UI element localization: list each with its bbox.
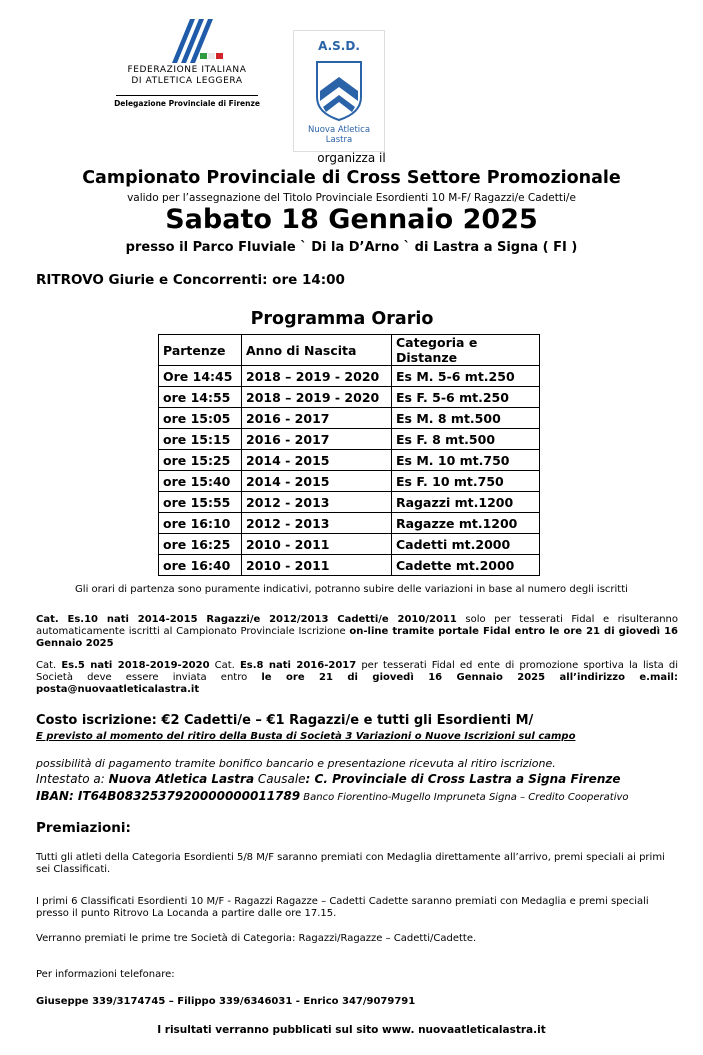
iban-line: IBAN: IT64B0832537920000000011789 Banco Fiorentino-Mugello Impruneta Signa – Credito Cooperativo	[36, 789, 629, 803]
valido-text: valido per l’assegnazione del Titolo Provinciale Esordienti 10 M-F/ Ragazzi/e Cadetti/e	[127, 192, 576, 204]
fidal-stripes-icon	[172, 19, 224, 63]
asd-logo	[293, 30, 385, 152]
table-row	[159, 387, 540, 408]
table-cell: 2010 - 2011	[242, 555, 392, 576]
table-cell: ore 15:25	[159, 450, 242, 471]
table-cell: ore 14:55	[159, 387, 242, 408]
shield-icon	[316, 61, 362, 121]
costo-title: Costo iscrizione: €2 Cadetti/e – €1 Ragazzi/e e tutti gli Esordienti M/	[36, 713, 534, 728]
event-date: Sabato 18 Gennaio 2025	[165, 204, 538, 235]
table-row	[159, 492, 540, 513]
table-cell: ore 15:05	[159, 408, 242, 429]
table-cell: ore 15:40	[159, 471, 242, 492]
results-text: I risultati verranno pubblicati sul sito www. nuovaatleticalastra.it	[157, 1024, 546, 1036]
phone-numbers: Giuseppe 339/3174745 – Filippo 339/6346031 - Enrico 347/9079791	[36, 996, 416, 1007]
championship-title: Campionato Provinciale di Cross Settore Promozionale	[82, 168, 621, 188]
table-cell: 2010 - 2011	[242, 534, 392, 555]
event-location: presso il Parco Fluviale ` Di la D’Arno ` di Lastra a Signa ( FI )	[125, 240, 578, 255]
table-cell: 2014 - 2015	[242, 471, 392, 492]
premiazioni-paragraph-2: I primi 6 Classificati Esordienti 10 M/F - Ragazzi Ragazze – Cadetti Cadette saranno premiati con Medaglia e premi speciali presso il punto Ritrovo La Locanda a partire dalle ore 17.15.	[36, 896, 649, 919]
table-cell: ore 16:25	[159, 534, 242, 555]
table-cell: 2014 - 2015	[242, 450, 392, 471]
header-anno: Anno di Nascita	[242, 335, 392, 366]
table-cell: ore 16:40	[159, 555, 242, 576]
fidal-delegation: Delegazione Provinciale di Firenze	[114, 99, 260, 108]
ritrovo-text: RITROVO Giurie e Concorrenti: ore 14:00	[36, 272, 345, 288]
schedule-table	[158, 334, 540, 576]
table-cell: Es M. 5-6 mt.250	[392, 366, 540, 387]
table-header-row	[159, 335, 540, 366]
payment-text: possibilità di pagamento tramite bonifico bancario e presentazione ricevuta al ritiro iscrizione.	[36, 757, 556, 770]
table-cell: Ore 14:45	[159, 366, 242, 387]
table-cell: 2012 - 2013	[242, 492, 392, 513]
table-row	[159, 366, 540, 387]
asd-club-name: Nuova Atletica Lastra	[307, 125, 371, 145]
table-cell: Ragazze mt.1200	[392, 513, 540, 534]
table-row	[159, 429, 540, 450]
table-cell: Es F. 10 mt.750	[392, 471, 540, 492]
asd-title: A.S.D.	[318, 39, 360, 53]
table-cell: Ragazzi mt.1200	[392, 492, 540, 513]
premiazioni-title: Premiazioni:	[36, 820, 131, 836]
table-cell: 2012 - 2013	[242, 513, 392, 534]
fidal-name: FEDERAZIONE ITALIANA DI ATLETICA LEGGERA	[127, 65, 247, 86]
table-cell: ore 15:55	[159, 492, 242, 513]
costo-subtitle: E previsto al momento del ritiro della Busta di Società 3 Variazioni o Nuove Iscrizioni sul campo	[36, 731, 576, 742]
fidal-logo	[112, 15, 262, 115]
intestato-line: Intestato a: Nuova Atletica Lastra Causale: C. Provinciale di Cross Lastra a Signa Firenze	[36, 772, 621, 786]
programma-title: Programma Orario	[250, 309, 434, 329]
table-cell: 2016 - 2017	[242, 429, 392, 450]
iscrizioni-paragraph-2: Cat. Es.5 nati 2018-2019-2020 Cat. Es.8 nati 2016-2017 per tesserati Fidal ed ente di promozione sportiva la lista di Società deve essere inviata entro le ore 21 di giovedì 16 Gennaio 2025 all’indirizzo e.mail: posta@nuovaatleticalastra.it	[36, 660, 679, 695]
table-cell: 2018 – 2019 - 2020	[242, 366, 392, 387]
table-cell: 2018 – 2019 - 2020	[242, 387, 392, 408]
table-cell: Cadette mt.2000	[392, 555, 540, 576]
table-row	[159, 513, 540, 534]
table-row	[159, 534, 540, 555]
table-cell: Es F. 8 mt.500	[392, 429, 540, 450]
table-cell: Es M. 10 mt.750	[392, 450, 540, 471]
table-cell: Es M. 8 mt.500	[392, 408, 540, 429]
table-cell: 2016 - 2017	[242, 408, 392, 429]
fidal-divider	[116, 95, 258, 96]
organizza-text: organizza il	[317, 151, 386, 165]
table-row	[159, 471, 540, 492]
premiazioni-paragraph-1: Tutti gli atleti della Categoria Esordienti 5/8 M/F saranno premiati con Medaglia direttamente all’arrivo, premi speciali ai primi sei Classificati.	[36, 852, 665, 875]
table-row	[159, 408, 540, 429]
table-cell: ore 15:15	[159, 429, 242, 450]
table-cell: Cadetti mt.2000	[392, 534, 540, 555]
table-cell: ore 16:10	[159, 513, 242, 534]
table-cell: Es F. 5-6 mt.250	[392, 387, 540, 408]
table-row	[159, 450, 540, 471]
premiazioni-paragraph-3: Verranno premiati le prime tre Società di Categoria: Ragazzi/Ragazze – Cadetti/Cadette.	[36, 933, 477, 944]
info-text: Per informazioni telefonare:	[36, 969, 175, 980]
header-partenze: Partenze	[159, 335, 242, 366]
header-categoria: Categoria e Distanze	[392, 335, 540, 366]
table-row	[159, 555, 540, 576]
schedule-note: Gli orari di partenza sono puramente indicativi, potranno subire delle variazioni in base al numero degli iscritti	[75, 584, 628, 595]
iscrizioni-paragraph-1: Cat. Es.10 nati 2014-2015 Ragazzi/e 2012/2013 Cadetti/e 2010/2011 solo per tesserati Fidal e risulteranno automaticamente iscritti al Campionato Provinciale Iscrizione on-line tramite portale Fidal entro le ore 21 di giovedì 16 Gennaio 2025	[36, 614, 678, 649]
